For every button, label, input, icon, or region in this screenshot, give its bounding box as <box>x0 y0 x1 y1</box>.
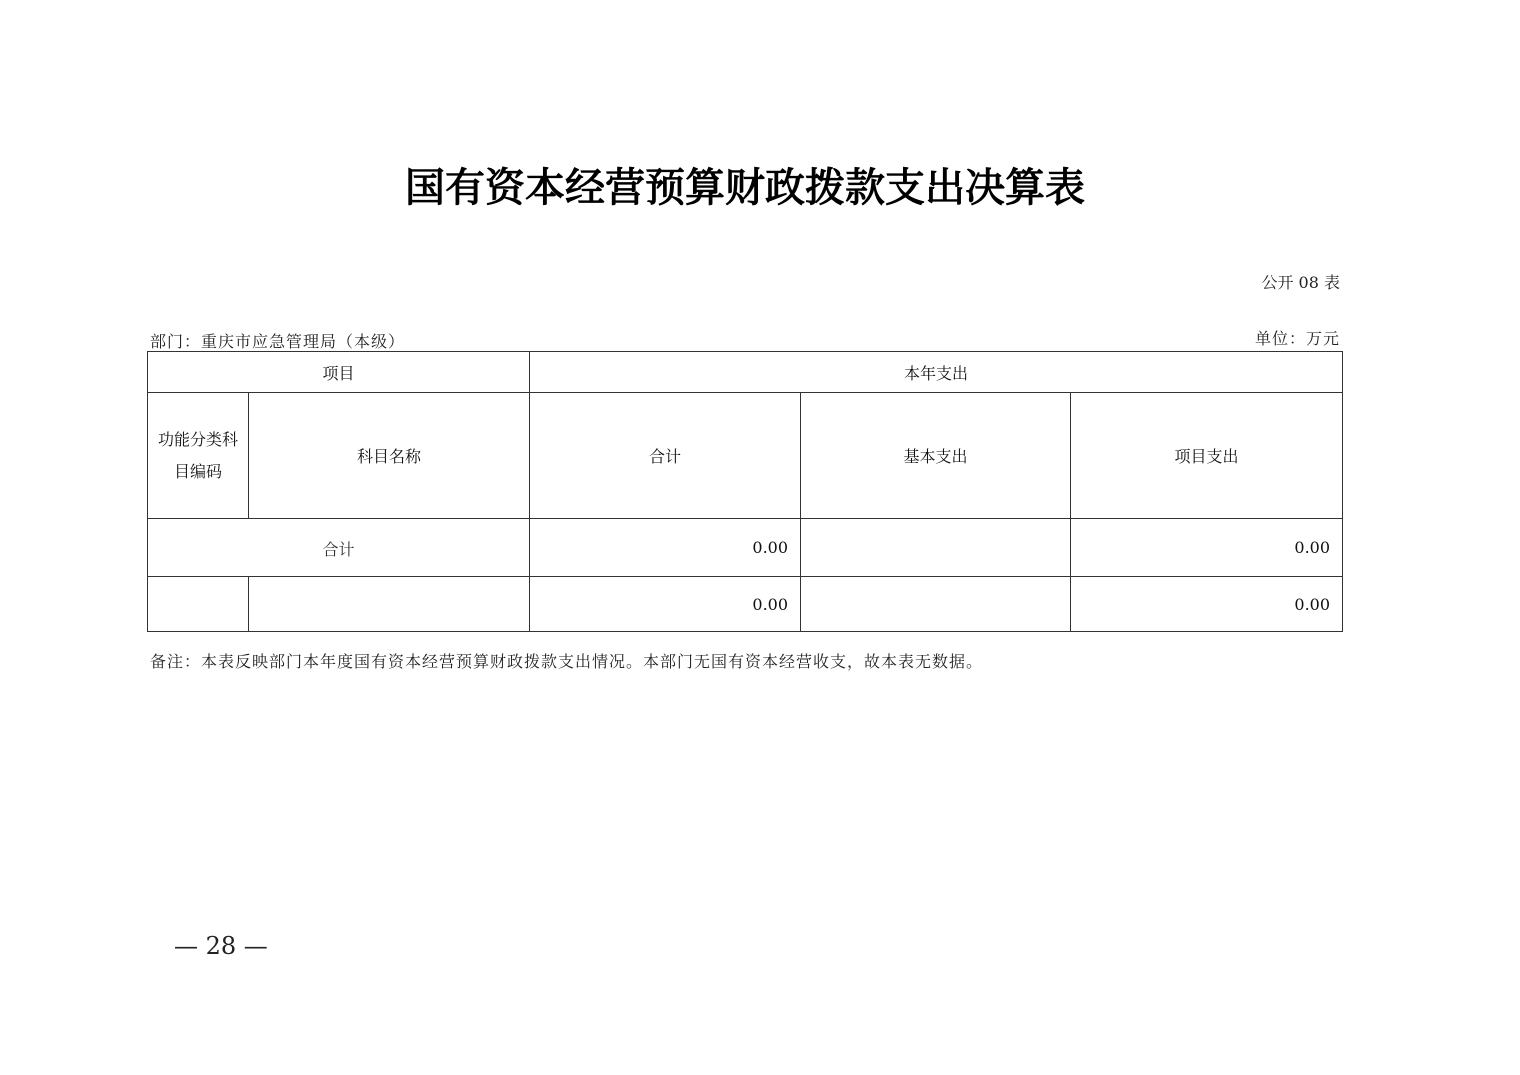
header-current-year-expense: 本年支出 <box>530 352 1343 393</box>
header-project: 项目 <box>148 352 530 393</box>
row-total-total: 0.00 <box>530 519 801 577</box>
form-code: 公开 08 表 <box>1261 273 1340 292</box>
header-subject-name: 科目名称 <box>249 393 530 519</box>
header-total: 合计 <box>530 393 801 519</box>
document-title: 国有资本经营预算财政拨款支出决算表 <box>405 164 1085 211</box>
table-row <box>148 577 1343 632</box>
row-code <box>148 577 249 632</box>
note-text: 备注：本表反映部门本年度国有资本经营预算财政拨款支出情况。本部门无国有资本经营收支，故本表无数据。 <box>150 652 984 671</box>
page-number: — 28 — <box>174 932 268 960</box>
unit-label: 单位：万元 <box>1254 329 1340 348</box>
row-name <box>249 577 530 632</box>
row-total-project: 0.00 <box>1071 519 1343 577</box>
department-label: 部门：重庆市应急管理局（本级） <box>150 332 406 351</box>
header-basic-expense: 基本支出 <box>801 393 1071 519</box>
table-header-row-1 <box>148 352 1343 393</box>
row-total: 0.00 <box>530 577 801 632</box>
header-function-code: 功能分类科目编码 <box>157 429 238 481</box>
row-total-basic <box>801 519 1071 577</box>
table-row-total <box>148 519 1343 577</box>
row-project: 0.00 <box>1071 577 1343 632</box>
row-basic <box>801 577 1071 632</box>
header-function-code-cell <box>148 393 249 519</box>
row-total-label: 合计 <box>148 519 530 577</box>
expense-table <box>147 351 1343 632</box>
header-project-expense: 项目支出 <box>1071 393 1343 519</box>
table-header-row-2 <box>148 393 1343 519</box>
